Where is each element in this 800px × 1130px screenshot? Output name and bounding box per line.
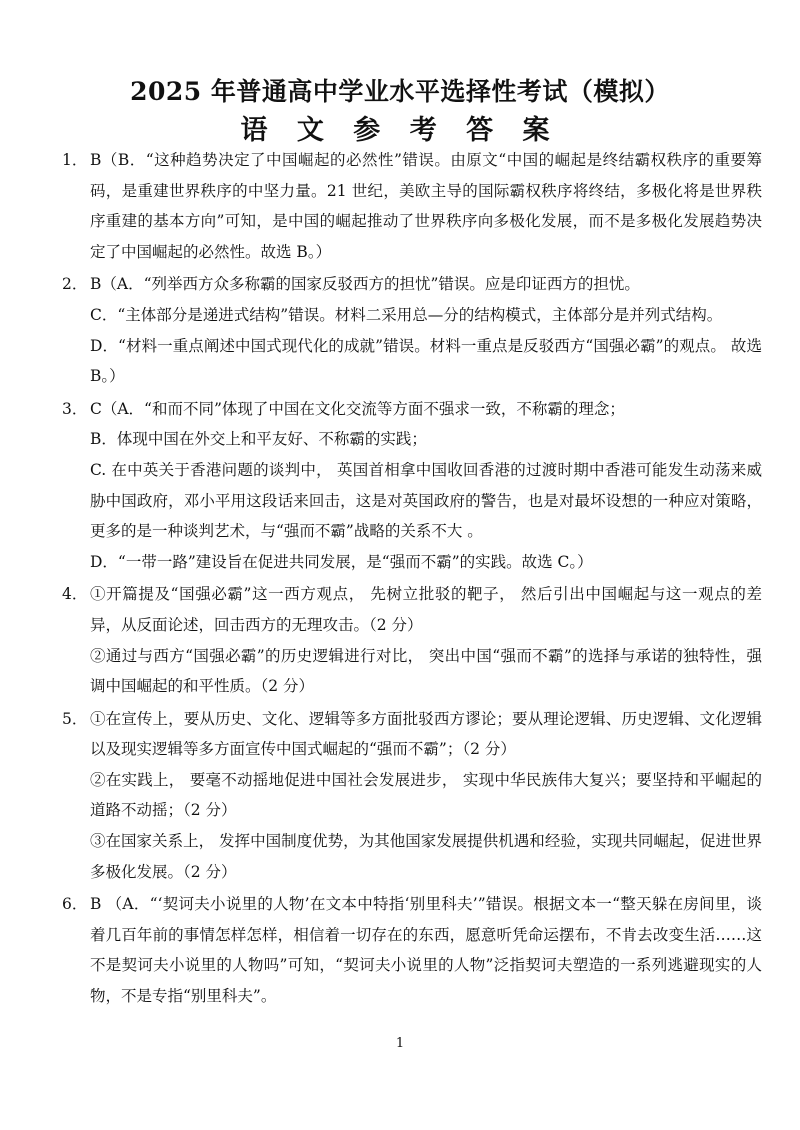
answer-number: 3． (62, 399, 88, 418)
answer-number: 6． (62, 895, 88, 914)
answer-number: 5． (62, 709, 88, 728)
answer-paragraph: C（A．“和而不同”体现了中国在文化交流等方面不强求一致，不称霸的理念； (90, 399, 625, 418)
answer-list (62, 145, 762, 1014)
answer-item (62, 889, 762, 1011)
answer-paragraph: ①在宣传上，要从历史、文化、逻辑等多方面批驳西方谬论；要从理论逻辑、历史逻辑、文化逻辑以及现实逻辑等多方面宣传中国式崛起的“强而不霸”；（2 分） (90, 709, 762, 759)
answer-paragraph: ②通过与西方“国强必霸”的历史逻辑进行对比， 突出中国“强而不霸”的选择与承诺的独特性，强调中国崛起的和平性质。（2 分） (90, 646, 762, 696)
answer-item (62, 145, 762, 267)
answer-number: 2． (62, 275, 88, 294)
answer-number: 4． (62, 585, 88, 604)
answer-paragraph: B．体现中国在外交上和平友好、不称霸的实践； (90, 430, 427, 449)
answer-paragraph: D．“材料一重点阐述中国式现代化的成就”错误。材料一重点是反驳西方“国强必霸”的观点。 故选 B。） (90, 336, 762, 386)
answer-key-title: 语 文 参 考 答 案 (240, 115, 560, 146)
answer-paragraph: D．“一带一路”建设旨在促进共同发展，是“强而不霸”的实践。故选 C。） (90, 552, 593, 571)
answer-paragraph: ①开篇提及“国强必霸”这一西方观点， 先树立批驳的靶子， 然后引出中国崛起与这一观点的差异，从反面论述，回击西方的无理攻击。（2 分） (90, 585, 762, 634)
answer-item (62, 394, 762, 578)
answer-item (62, 704, 762, 888)
page-number: 1 (395, 1036, 405, 1051)
answer-paragraph: C. 在中英关于香港问题的谈判中， 英国首相拿中国收回香港的过渡时期中香港可能发生动荡来威胁中国政府，邓小平用这段话来回击，这是对英国政府的警告，也是对最坏设想的一种应对策略，更多的是一种谈判艺术，与“强而不霸”战略的关系不大 。 (90, 460, 762, 541)
answer-paragraph: B（B．“这种趋势决定了中国崛起的必然性”错误。由原文“中国的崛起是终结霸权秩序的重要筹码，是重建世界秩序的中坚力量。21 世纪，美欧主导的国际霸权秩序将终结，多极化将是世界秩序重建的基本方向”可知，是中国的崛起推动了世界秩序向多极化发展，而不是多极化发展趋势决定了中国崛起的必然性。故选 B。） (90, 151, 762, 261)
answer-item (62, 579, 762, 701)
answer-paragraph: C．“主体部分是递进式结构”错误。材料二采用总—分的结构模式，主体部分是并列式结构。 (90, 305, 723, 324)
answer-paragraph: B（A．“列举西方众多称霸的国家反驳西方的担忧”错误。应是印证西方的担忧。 (90, 275, 640, 294)
answer-number: 1． (62, 151, 88, 169)
exam-title: 2025 年普通高中学业水平选择性考试（模拟） (130, 77, 670, 106)
answer-paragraph: ②在实践上， 要毫不动摇地促进中国社会发展进步， 实现中华民族伟大复兴；要坚持和平崛起的道路不动摇；（2 分） (90, 770, 762, 820)
answer-item (62, 269, 762, 391)
answer-paragraph: B （A．“‘契诃夫小说里的人物’在文本中特指‘别里科夫’”错误。根据文本一“整天躲在房间里，谈着几百年前的事情怎样怎样，相信着一切存在的东西，愿意听凭命运摆布，不肯去改变生活……这不是契诃夫小说里的人物吗”可知，“契诃夫小说里的人物”泛指契诃夫塑造的一系列逃避现实的人物，不是专指“别里科夫”。 (90, 895, 762, 1006)
answer-paragraph: ③在国家关系上， 发挥中国制度优势，为其他国家发展提供机遇和经验，实现共同崛起，促进世界多极化发展。（2 分） (90, 832, 762, 881)
